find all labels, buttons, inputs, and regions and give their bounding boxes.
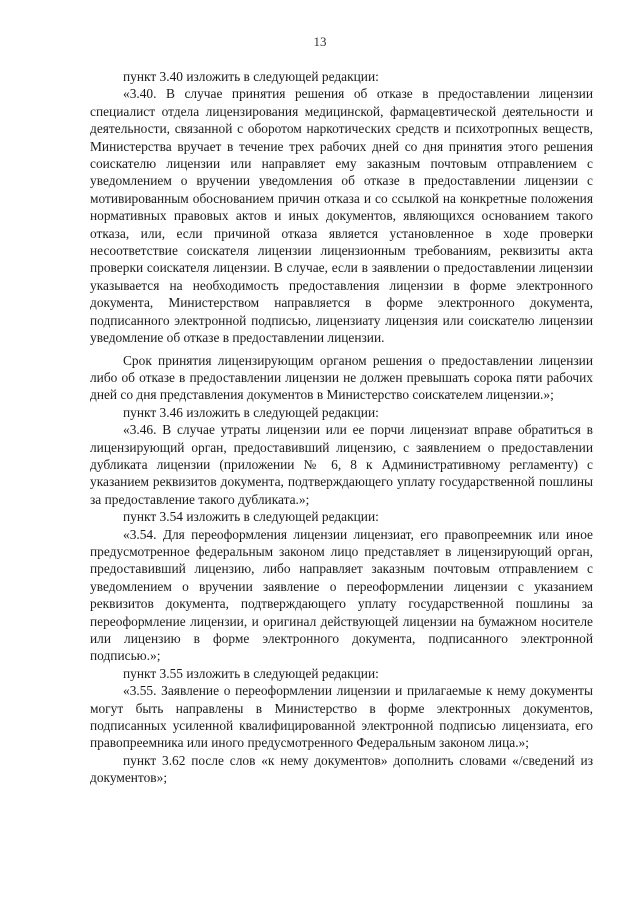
page-number: 13 [313,34,327,49]
paragraph-instruction-3-46: пункт 3.46 изложить в следующей редакции: [123,404,379,420]
paragraph-clause-3-46: «3.46. В случае утраты лицензии или ее порчи лицензиат вправе обратиться в лицензирующий орган, предоставивший лицензию, с заявлением о предоставлении дубликата лицензии (приложении № 6, 8 к Административному регламенту) с указанием реквизитов документа, подтверждающего уплату государственной пошлины за предоставление такого дубликата.»; [90,422,593,507]
paragraph-clause-3-40-term: Срок принятия лицензирующим органом решения о предоставлении лицензии либо об отказе в предоставлении лицензии не должен превышать сорока пяти рабочих дней со дня представления документов в Министерство соискателем лицензии.»; [90,352,593,403]
paragraph-clause-3-55: «3.55. Заявление о переоформлении лицензии и прилагаемые к нему документы могут быть направлены в Министерство в форме электронных документов, подписанных усиленной квалифицированной электронной подписью лицензиата, его правопреемника или иного предусмотренного Федеральным законом лица.»; [90,683,593,751]
paragraph-instruction-3-62: пункт 3.62 после слов «к нему документов» дополнить словами «/сведений из документов»; [90,752,593,786]
paragraph-clause-3-54: «3.54. Для переоформления лицензии лицензиат, его правопреемник или иное предусмотренное федеральным законом лицо представляет в лицензирующий орган, предоставивший лицензию, либо направляет заказным почтовым отправлением с уведомлением о вручении заявление о переоформлении лицензии с указанием реквизитов документа, подтверждающего уплату государственной пошлины за переоформление лицензии, и оригинал действующей лицензии на бумажном носителе или лицензию в форме электронного документа, подписанного электронной подписью.»; [90,526,593,664]
paragraph-instruction-3-40: пункт 3.40 изложить в следующей редакции: [123,69,379,84]
paragraph-instruction-3-54: пункт 3.54 изложить в следующей редакции: [123,509,379,525]
paragraph-instruction-3-55: пункт 3.55 изложить в следующей редакции: [123,665,379,681]
document-body [90,68,593,787]
paragraph-clause-3-40: «3.40. В случае принятия решения об отказе в предоставлении лицензии специалист отдела лицензирования медицинской, фармацевтической деятельности и деятельности, связанной с оборотом наркотических средств и психотропных веществ, Министерства вручает в течение трех рабочих дней со дня принятия этого решения соискателю лицензии или направляет ему заказным почтовым отправлением с уведомлением о вручении уведомления об отказе в предоставлении лицензии с мотивированным обоснованием причин отказа и со ссылкой на конкретные положения нормативных правовых актов и иных документов, являющихся основанием такого отказа, или, если причиной отказа является установленное в ходе проверки несоответствие соискателя лицензии лицензионным требованиям, реквизиты акта проверки соискателя лицензии. В случае, если в заявлении о предоставлении лицензии указывается на необходимость предоставления лицензии в форме электронного документа, Министерством направляется в форме электронного документа, подписанного электронной подписью, лицензиату лицензия или соискателю лицензии уведомление об отказе в предоставлении лицензии. [90,86,593,346]
